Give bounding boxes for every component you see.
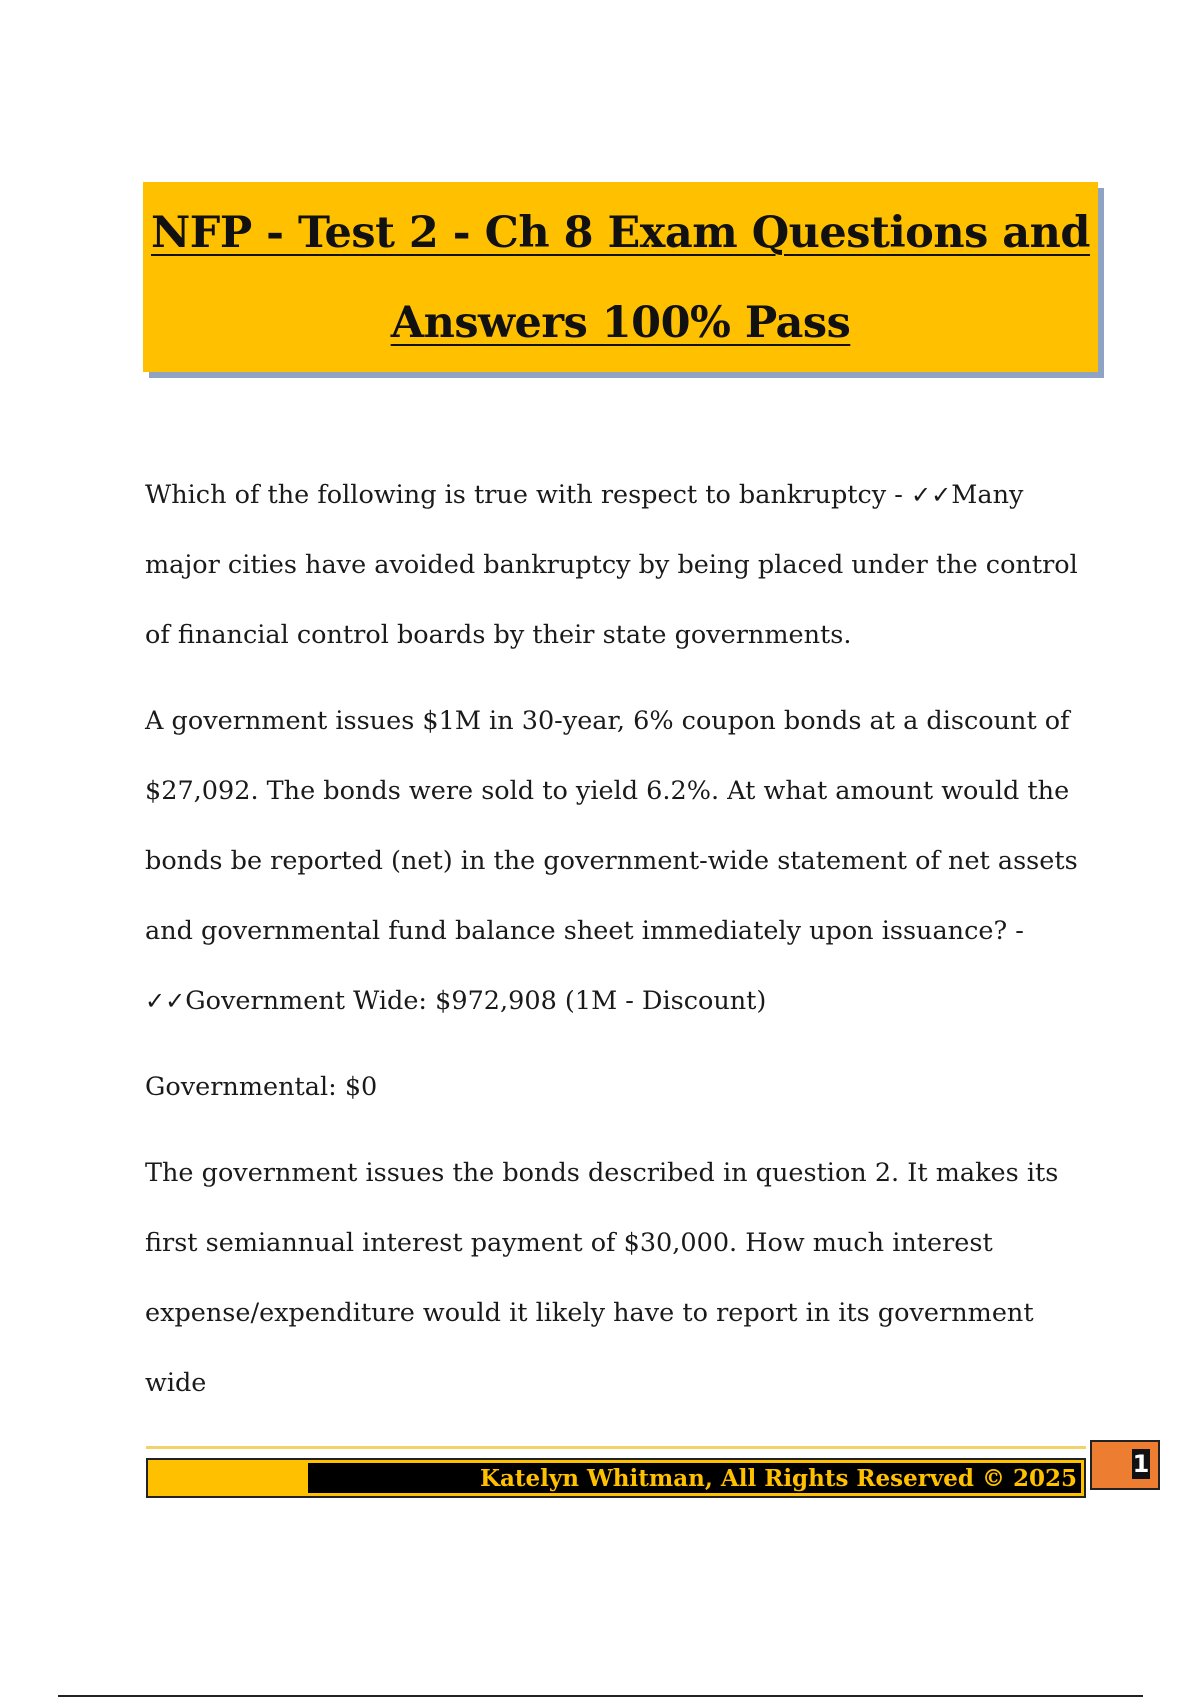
document-title-line-1: NFP - Test 2 - Ch 8 Exam Questions and [150,208,1090,258]
page-number-box [1090,1440,1160,1490]
footer-rule [146,1446,1086,1449]
double-check-icon: ✓✓ [145,987,186,1015]
qa-item-2-extra [145,1052,1095,1122]
footer-copyright: Katelyn Whitman, All Rights Reserved © 2025 [308,1463,1081,1493]
question-text: The government issues the bonds described in question 2. It makes its first semiannual interest payment of $30,000. How much interest expense/expenditure would it likely have to report in its government wide [145,1158,1059,1398]
document-body [145,460,1095,1434]
title-banner [143,182,1098,372]
answer-extra-text: Governmental: $0 [145,1072,378,1102]
double-check-icon: ✓✓ [911,481,952,509]
qa-item-2 [145,686,1095,1036]
qa-item-1 [145,460,1095,670]
page-bottom-rule [58,1695,1143,1697]
qa-item-3 [145,1138,1095,1418]
answer-text: Government Wide: $972,908 (1M - Discount) [185,986,767,1016]
question-text: Which of the following is true with respect to bankruptcy - [145,480,912,510]
answer-text: Many major cities have avoided bankruptcy by being placed under the control of financial control boards by their state governments. [145,480,1078,650]
footer-bar [146,1458,1086,1498]
document-title-line-2: Answers 100% Pass [390,298,851,348]
question-text: A government issues $1M in 30-year, 6% coupon bonds at a discount of $27,092. The bonds were sold to yield 6.2%. At what amount would the bonds be reported (net) in the government-wide statement of net assets and governmental fund balance sheet immediately upon issuance? - [145,706,1078,946]
page-number: 1 [1132,1450,1150,1478]
